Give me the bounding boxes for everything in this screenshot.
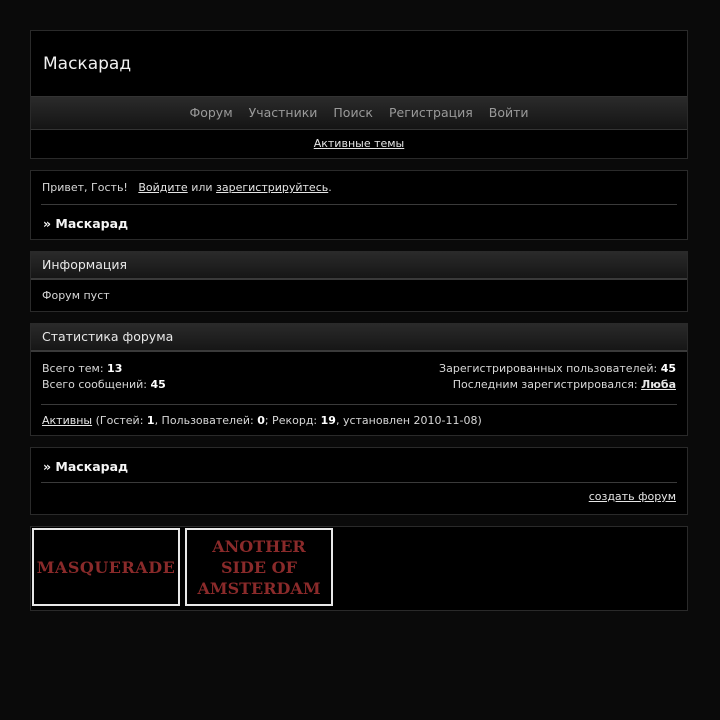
header — [30, 30, 688, 159]
stats-heading: Статистика форума — [31, 324, 687, 352]
active-topics-bar — [31, 137, 687, 150]
last-registered-label: Последним зарегистрировался: — [452, 378, 642, 391]
footer-breadcrumb: » Маскарад — [43, 459, 129, 474]
online-line — [42, 414, 482, 427]
topics-label: Всего тем: — [42, 362, 108, 375]
stats-panel — [30, 323, 688, 436]
or-text: или — [187, 181, 217, 194]
nav-forum[interactable]: Форум — [189, 105, 233, 120]
breadcrumb: » Маскарад — [43, 216, 129, 231]
nav-search[interactable]: Поиск — [333, 105, 373, 120]
record-value: 19 — [320, 414, 336, 427]
nav-login[interactable]: Войти — [488, 105, 529, 120]
divider — [41, 482, 677, 483]
registered-count — [439, 362, 676, 375]
topics-value: 13 — [107, 362, 123, 375]
divider — [41, 404, 677, 405]
create-forum-link[interactable]: создать форум — [588, 490, 676, 503]
record-date: , установлен 2010-11-08) — [335, 414, 482, 427]
registered-value: 45 — [660, 362, 676, 375]
info-heading: Информация — [31, 252, 687, 280]
info-text: Форум пуст — [42, 289, 110, 302]
users-value: 0 — [257, 414, 265, 427]
main-nav — [31, 96, 687, 130]
posts-count — [42, 378, 166, 391]
info-panel — [30, 251, 688, 312]
record-label: ; Рекорд: — [264, 414, 321, 427]
welcome-panel — [30, 170, 688, 240]
guests-value: 1 — [146, 414, 155, 427]
active-topics-link[interactable]: Активные темы — [313, 137, 405, 150]
greeting-text: Привет, Гость! — [42, 181, 128, 194]
login-link[interactable]: Войдите — [138, 181, 188, 194]
masquerade-banner[interactable]: MASQUERADE — [32, 528, 180, 606]
nav-members[interactable]: Участники — [248, 105, 318, 120]
active-users-link[interactable]: Активны — [42, 414, 93, 427]
divider — [41, 204, 677, 205]
another-side-of-amsterdam-banner[interactable]: ANOTHER SIDE OF AMSTERDAM — [185, 528, 333, 606]
users-label: , Пользователей: — [154, 414, 258, 427]
last-registered — [453, 378, 676, 391]
last-registered-user-link[interactable]: Люба — [641, 378, 676, 391]
posts-value: 45 — [150, 378, 166, 391]
nav-register[interactable]: Регистрация — [388, 105, 473, 120]
period-text: . — [328, 181, 332, 194]
posts-label: Всего сообщений: — [42, 378, 151, 391]
site-title: Маскарад — [43, 54, 132, 74]
footer-panel — [30, 447, 688, 515]
topics-count — [42, 362, 122, 375]
guests-label: (Гостей: — [92, 414, 147, 427]
register-link[interactable]: зарегистрируйтесь — [216, 181, 329, 194]
welcome-line — [42, 181, 332, 194]
registered-label: Зарегистрированных пользователей: — [439, 362, 661, 375]
banners-panel — [30, 526, 688, 611]
